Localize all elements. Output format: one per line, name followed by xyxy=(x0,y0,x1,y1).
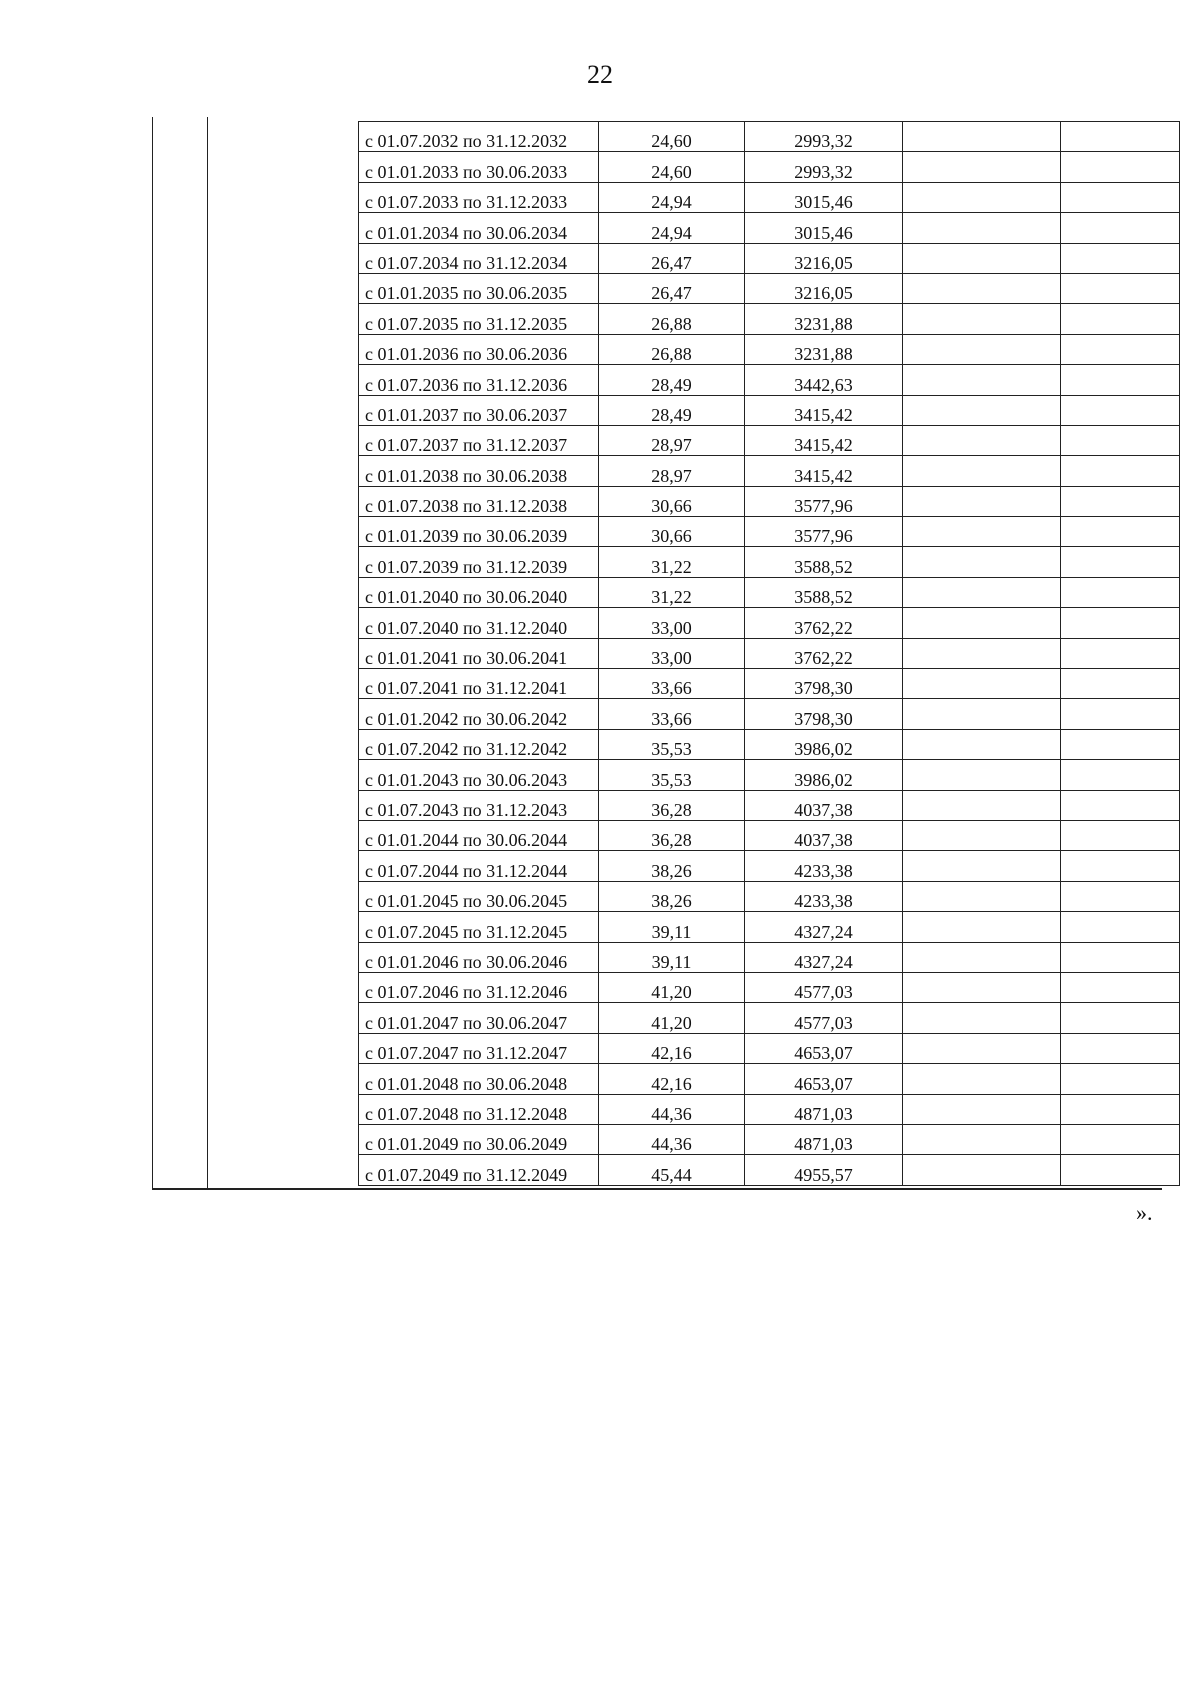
value-2-cell: 3216,05 xyxy=(745,273,903,303)
empty-cell xyxy=(903,425,1061,455)
value-1-cell: 33,00 xyxy=(599,638,745,668)
value-1-cell: 31,22 xyxy=(599,547,745,577)
table-row xyxy=(359,851,1180,881)
value-1-cell: 42,16 xyxy=(599,1064,745,1094)
value-1-cell: 33,66 xyxy=(599,699,745,729)
value-1-cell: 38,26 xyxy=(599,851,745,881)
empty-cell xyxy=(1061,1094,1180,1124)
table-row xyxy=(359,547,1180,577)
empty-cell xyxy=(1061,334,1180,364)
period-cell: с 01.07.2039 по 31.12.2039 xyxy=(359,547,599,577)
empty-cell xyxy=(1061,395,1180,425)
value-2-cell: 4577,03 xyxy=(745,972,903,1002)
empty-cell xyxy=(903,1124,1061,1154)
empty-cell xyxy=(903,790,1061,820)
empty-cell xyxy=(1061,182,1180,212)
value-2-cell: 4653,07 xyxy=(745,1064,903,1094)
empty-cell xyxy=(1061,638,1180,668)
period-cell: с 01.01.2046 по 30.06.2046 xyxy=(359,942,599,972)
period-cell: с 01.01.2040 по 30.06.2040 xyxy=(359,577,599,607)
empty-cell xyxy=(903,1155,1061,1185)
value-1-cell: 35,53 xyxy=(599,760,745,790)
empty-cell xyxy=(1061,820,1180,850)
table-row xyxy=(359,517,1180,547)
table-bottom-border xyxy=(152,1188,1162,1190)
value-1-cell: 36,28 xyxy=(599,790,745,820)
period-cell: с 01.07.2046 по 31.12.2046 xyxy=(359,972,599,1002)
empty-cell xyxy=(1061,729,1180,759)
table-row xyxy=(359,942,1180,972)
period-cell: с 01.01.2048 по 30.06.2048 xyxy=(359,1064,599,1094)
empty-cell xyxy=(1061,304,1180,334)
table-row xyxy=(359,182,1180,212)
value-1-cell: 44,36 xyxy=(599,1094,745,1124)
empty-cell xyxy=(903,638,1061,668)
value-1-cell: 44,36 xyxy=(599,1124,745,1154)
empty-cell xyxy=(1061,1033,1180,1063)
empty-cell xyxy=(1061,699,1180,729)
value-1-cell: 33,00 xyxy=(599,608,745,638)
value-2-cell: 3762,22 xyxy=(745,608,903,638)
empty-cell xyxy=(1061,912,1180,942)
table-row xyxy=(359,1155,1180,1185)
value-1-cell: 24,60 xyxy=(599,152,745,182)
value-2-cell: 2993,32 xyxy=(745,122,903,152)
empty-cell xyxy=(903,1094,1061,1124)
empty-cell xyxy=(903,942,1061,972)
value-2-cell: 2993,32 xyxy=(745,152,903,182)
empty-cell xyxy=(903,972,1061,1002)
value-1-cell: 38,26 xyxy=(599,881,745,911)
value-1-cell: 41,20 xyxy=(599,972,745,1002)
empty-cell xyxy=(1061,669,1180,699)
value-2-cell: 3015,46 xyxy=(745,182,903,212)
value-2-cell: 3588,52 xyxy=(745,547,903,577)
value-1-cell: 26,47 xyxy=(599,243,745,273)
value-2-cell: 4871,03 xyxy=(745,1124,903,1154)
value-1-cell: 24,94 xyxy=(599,213,745,243)
period-cell: с 01.01.2034 по 30.06.2034 xyxy=(359,213,599,243)
period-cell: с 01.07.2048 по 31.12.2048 xyxy=(359,1094,599,1124)
empty-cell xyxy=(1061,972,1180,1002)
value-1-cell: 42,16 xyxy=(599,1033,745,1063)
empty-cell xyxy=(1061,486,1180,516)
empty-cell xyxy=(1061,243,1180,273)
period-cell: с 01.01.2042 по 30.06.2042 xyxy=(359,699,599,729)
table-row xyxy=(359,243,1180,273)
value-2-cell: 4233,38 xyxy=(745,881,903,911)
period-cell: с 01.01.2045 по 30.06.2045 xyxy=(359,881,599,911)
value-2-cell: 4577,03 xyxy=(745,1003,903,1033)
value-2-cell: 4327,24 xyxy=(745,942,903,972)
empty-cell xyxy=(903,273,1061,303)
table-row xyxy=(359,304,1180,334)
value-2-cell: 3015,46 xyxy=(745,213,903,243)
value-1-cell: 45,44 xyxy=(599,1155,745,1185)
period-cell: с 01.01.2041 по 30.06.2041 xyxy=(359,638,599,668)
empty-cell xyxy=(1061,456,1180,486)
period-cell: с 01.01.2047 по 30.06.2047 xyxy=(359,1003,599,1033)
table-row xyxy=(359,881,1180,911)
empty-cell xyxy=(1061,122,1180,152)
table-row xyxy=(359,334,1180,364)
empty-cell xyxy=(903,304,1061,334)
table-row xyxy=(359,699,1180,729)
table-row xyxy=(359,972,1180,1002)
value-1-cell: 36,28 xyxy=(599,820,745,850)
value-1-cell: 35,53 xyxy=(599,729,745,759)
period-cell: с 01.01.2043 по 30.06.2043 xyxy=(359,760,599,790)
value-1-cell: 39,11 xyxy=(599,912,745,942)
period-cell: с 01.01.2044 по 30.06.2044 xyxy=(359,820,599,850)
empty-cell xyxy=(903,820,1061,850)
empty-cell xyxy=(903,577,1061,607)
page-number: 22 xyxy=(587,60,613,89)
empty-cell xyxy=(903,669,1061,699)
value-2-cell: 3231,88 xyxy=(745,334,903,364)
period-cell: с 01.07.2033 по 31.12.2033 xyxy=(359,182,599,212)
empty-cell xyxy=(903,1064,1061,1094)
empty-cell xyxy=(903,395,1061,425)
empty-cell xyxy=(1061,790,1180,820)
empty-cell xyxy=(903,334,1061,364)
table-row xyxy=(359,577,1180,607)
empty-cell xyxy=(903,213,1061,243)
period-cell: с 01.07.2047 по 31.12.2047 xyxy=(359,1033,599,1063)
empty-cell xyxy=(1061,851,1180,881)
value-2-cell: 3762,22 xyxy=(745,638,903,668)
table-row xyxy=(359,486,1180,516)
value-2-cell: 3588,52 xyxy=(745,577,903,607)
empty-cell xyxy=(903,517,1061,547)
table-row xyxy=(359,122,1180,152)
table-row xyxy=(359,1003,1180,1033)
empty-cell xyxy=(903,608,1061,638)
table-row xyxy=(359,669,1180,699)
empty-cell xyxy=(1061,547,1180,577)
period-cell: с 01.07.2042 по 31.12.2042 xyxy=(359,729,599,759)
value-2-cell: 3798,30 xyxy=(745,669,903,699)
empty-cell xyxy=(1061,1124,1180,1154)
table-row xyxy=(359,273,1180,303)
value-2-cell: 3415,42 xyxy=(745,425,903,455)
empty-cell xyxy=(1061,577,1180,607)
value-1-cell: 26,47 xyxy=(599,273,745,303)
empty-cell xyxy=(903,152,1061,182)
empty-cell xyxy=(1061,608,1180,638)
value-2-cell: 3986,02 xyxy=(745,760,903,790)
value-1-cell: 26,88 xyxy=(599,334,745,364)
table-row xyxy=(359,213,1180,243)
value-1-cell: 28,49 xyxy=(599,365,745,395)
empty-cell xyxy=(903,365,1061,395)
empty-cell xyxy=(1061,517,1180,547)
value-2-cell: 4327,24 xyxy=(745,912,903,942)
period-cell: с 01.07.2043 по 31.12.2043 xyxy=(359,790,599,820)
table-row xyxy=(359,729,1180,759)
table-row xyxy=(359,638,1180,668)
period-cell: с 01.07.2032 по 31.12.2032 xyxy=(359,122,599,152)
value-2-cell: 3577,96 xyxy=(745,517,903,547)
value-2-cell: 4955,57 xyxy=(745,1155,903,1185)
empty-cell xyxy=(903,182,1061,212)
table-row xyxy=(359,365,1180,395)
table-row xyxy=(359,790,1180,820)
value-1-cell: 28,97 xyxy=(599,425,745,455)
table-left-columns xyxy=(152,117,208,1190)
table-row xyxy=(359,152,1180,182)
period-cell: с 01.01.2037 по 30.06.2037 xyxy=(359,395,599,425)
value-1-cell: 30,66 xyxy=(599,486,745,516)
empty-cell xyxy=(903,729,1061,759)
period-cell: с 01.07.2044 по 31.12.2044 xyxy=(359,851,599,881)
period-cell: с 01.01.2033 по 30.06.2033 xyxy=(359,152,599,182)
value-2-cell: 3216,05 xyxy=(745,243,903,273)
period-cell: с 01.01.2035 по 30.06.2035 xyxy=(359,273,599,303)
period-cell: с 01.07.2041 по 31.12.2041 xyxy=(359,669,599,699)
empty-cell xyxy=(903,486,1061,516)
empty-cell xyxy=(903,851,1061,881)
empty-cell xyxy=(903,881,1061,911)
period-cell: с 01.07.2037 по 31.12.2037 xyxy=(359,425,599,455)
period-cell: с 01.01.2039 по 30.06.2039 xyxy=(359,517,599,547)
table-row xyxy=(359,1064,1180,1094)
value-2-cell: 3415,42 xyxy=(745,456,903,486)
value-1-cell: 26,88 xyxy=(599,304,745,334)
empty-cell xyxy=(903,760,1061,790)
period-cell: с 01.07.2049 по 31.12.2049 xyxy=(359,1155,599,1185)
empty-cell xyxy=(903,699,1061,729)
value-2-cell: 4037,38 xyxy=(745,820,903,850)
empty-cell xyxy=(1061,273,1180,303)
period-cell: с 01.01.2038 по 30.06.2038 xyxy=(359,456,599,486)
value-1-cell: 31,22 xyxy=(599,577,745,607)
value-1-cell: 33,66 xyxy=(599,669,745,699)
table-row xyxy=(359,395,1180,425)
value-2-cell: 3798,30 xyxy=(745,699,903,729)
empty-cell xyxy=(903,1033,1061,1063)
empty-cell xyxy=(903,122,1061,152)
table-row xyxy=(359,1033,1180,1063)
period-cell: с 01.07.2035 по 31.12.2035 xyxy=(359,304,599,334)
period-cell: с 01.01.2049 по 30.06.2049 xyxy=(359,1124,599,1154)
value-1-cell: 39,11 xyxy=(599,942,745,972)
value-1-cell: 30,66 xyxy=(599,517,745,547)
table-row xyxy=(359,1094,1180,1124)
empty-cell xyxy=(1061,760,1180,790)
empty-cell xyxy=(1061,1064,1180,1094)
empty-cell xyxy=(1061,1155,1180,1185)
value-2-cell: 4871,03 xyxy=(745,1094,903,1124)
period-cell: с 01.01.2036 по 30.06.2036 xyxy=(359,334,599,364)
empty-cell xyxy=(903,243,1061,273)
value-1-cell: 28,97 xyxy=(599,456,745,486)
tariff-table-body xyxy=(359,122,1180,1186)
empty-cell xyxy=(1061,152,1180,182)
value-1-cell: 28,49 xyxy=(599,395,745,425)
value-1-cell: 24,94 xyxy=(599,182,745,212)
value-2-cell: 3577,96 xyxy=(745,486,903,516)
empty-cell xyxy=(903,912,1061,942)
empty-cell xyxy=(1061,425,1180,455)
empty-cell xyxy=(1061,365,1180,395)
value-2-cell: 4653,07 xyxy=(745,1033,903,1063)
value-2-cell: 3442,63 xyxy=(745,365,903,395)
value-2-cell: 3231,88 xyxy=(745,304,903,334)
closing-quote-mark: ». xyxy=(1136,1200,1153,1225)
table-row xyxy=(359,608,1180,638)
period-cell: с 01.07.2040 по 31.12.2040 xyxy=(359,608,599,638)
period-cell: с 01.07.2034 по 31.12.2034 xyxy=(359,243,599,273)
table-row xyxy=(359,760,1180,790)
table-row xyxy=(359,425,1180,455)
empty-cell xyxy=(903,1003,1061,1033)
period-cell: с 01.07.2045 по 31.12.2045 xyxy=(359,912,599,942)
empty-cell xyxy=(903,547,1061,577)
empty-cell xyxy=(1061,213,1180,243)
value-2-cell: 3986,02 xyxy=(745,729,903,759)
value-2-cell: 3415,42 xyxy=(745,395,903,425)
empty-cell xyxy=(1061,1003,1180,1033)
empty-cell xyxy=(903,456,1061,486)
table-row xyxy=(359,820,1180,850)
value-2-cell: 4233,38 xyxy=(745,851,903,881)
table-row xyxy=(359,456,1180,486)
value-1-cell: 24,60 xyxy=(599,122,745,152)
period-cell: с 01.07.2038 по 31.12.2038 xyxy=(359,486,599,516)
value-2-cell: 4037,38 xyxy=(745,790,903,820)
period-cell: с 01.07.2036 по 31.12.2036 xyxy=(359,365,599,395)
empty-cell xyxy=(1061,942,1180,972)
tariff-table xyxy=(358,121,1180,1186)
value-1-cell: 41,20 xyxy=(599,1003,745,1033)
table-row xyxy=(359,912,1180,942)
table-row xyxy=(359,1124,1180,1154)
empty-cell xyxy=(1061,881,1180,911)
